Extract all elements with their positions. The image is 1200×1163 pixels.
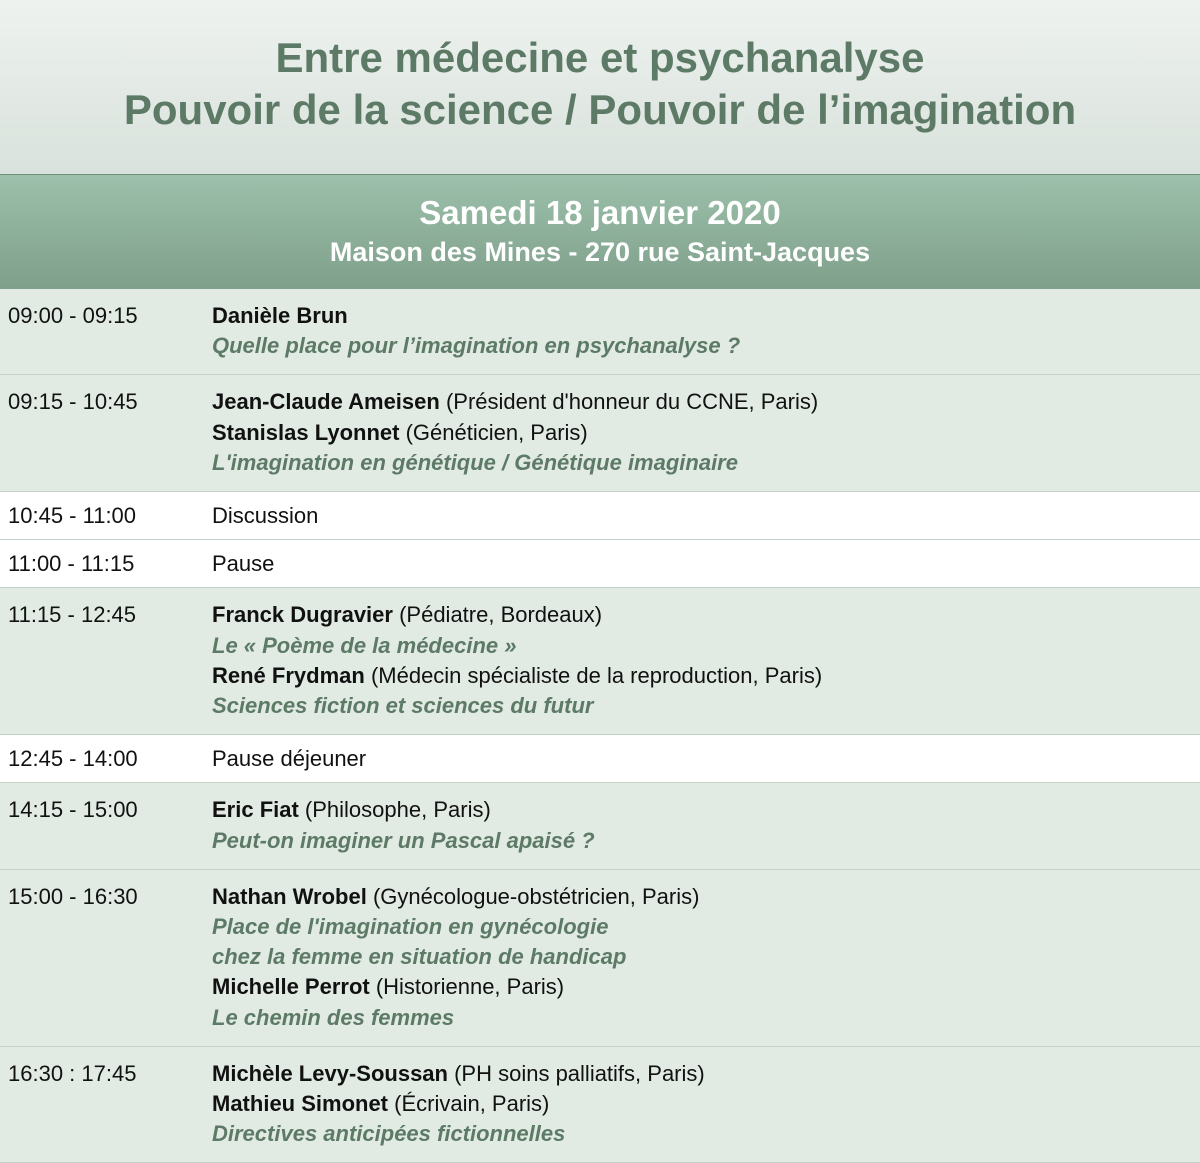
speaker-affiliation: (Médecin spécialiste de la reproduction, Paris): [364, 662, 823, 688]
time-slot: 09:15 - 10:45: [8, 389, 138, 415]
schedule-row: [0, 588, 1200, 735]
program-title-line-1: Entre médecine et psychanalyse: [275, 34, 925, 81]
schedule-row: [0, 540, 1200, 588]
program-title-block: [0, 0, 1200, 174]
time-slot: 16:30 : 17:45: [8, 1060, 137, 1086]
speaker-line: [212, 1089, 1200, 1119]
talk-title: Le chemin des femmes: [212, 1004, 455, 1030]
session-content: [212, 501, 1200, 531]
speaker-name: Michèle Levy-Soussan: [212, 1060, 448, 1086]
schedule-row: [0, 1047, 1200, 1163]
speaker-line: [212, 418, 1200, 448]
program-title-line-2: Pouvoir de la science / Pouvoir de l’imagination: [123, 86, 1077, 133]
speaker-name: Stanislas Lyonnet: [212, 419, 400, 445]
session-content: [212, 301, 1200, 361]
session-content: [212, 1059, 1200, 1150]
speaker-affiliation: (Écrivain, Paris): [388, 1091, 550, 1117]
speaker-line: [212, 600, 1200, 630]
speaker-affiliation: (Généticien, Paris): [399, 419, 588, 445]
speaker-name: Jean-Claude Ameisen: [212, 389, 440, 415]
session-label: Pause: [212, 551, 275, 577]
speaker-name: Franck Dugravier: [212, 602, 393, 628]
time-slot: 14:15 - 15:00: [8, 797, 138, 823]
session-content: [212, 882, 1200, 1033]
speaker-affiliation: (PH soins palliatifs, Paris): [447, 1060, 705, 1086]
speaker-line: [212, 301, 1200, 331]
speaker-line: [212, 882, 1200, 912]
speaker-name: René Frydman: [212, 662, 365, 688]
speaker-line: [212, 661, 1200, 691]
talk-title: Le « Poème de la médecine »: [212, 632, 517, 658]
speaker-line: [212, 795, 1200, 825]
talk-title: Place de l'imagination en gynécologie: [212, 914, 609, 940]
talk-title: L'imagination en génétique / Génétique imaginaire: [212, 449, 738, 475]
event-date: Samedi 18 janvier 2020: [419, 194, 781, 231]
speaker-affiliation: (Gynécologue-obstétricien, Paris): [366, 883, 700, 909]
speaker-affiliation: (Président d'honneur du CCNE, Paris): [439, 389, 819, 415]
time-slot: 10:45 - 11:00: [8, 503, 137, 529]
speaker-name: Mathieu Simonet: [212, 1091, 389, 1117]
speaker-name: Nathan Wrobel: [212, 883, 367, 909]
time-slot: 12:45 - 14:00: [8, 746, 138, 772]
schedule-row: [0, 289, 1200, 375]
speaker-line: [212, 1059, 1200, 1089]
date-banner: [0, 174, 1200, 289]
time-slot: 15:00 - 16:30: [8, 883, 138, 909]
speaker-affiliation: (Pédiatre, Bordeaux): [392, 602, 603, 628]
talk-title: Quelle place pour l’imagination en psychanalyse ?: [212, 333, 741, 359]
schedule-row: [0, 870, 1200, 1047]
speaker-affiliation: (Philosophe, Paris): [298, 797, 491, 823]
speaker-name: Danièle Brun: [212, 303, 348, 328]
speaker-line: [212, 387, 1200, 417]
time-slot: 11:00 - 11:15: [8, 551, 135, 577]
session-content: [212, 549, 1200, 579]
talk-title: Sciences fiction et sciences du futur: [212, 693, 594, 719]
session-content: [212, 795, 1200, 855]
speaker-line: [212, 972, 1200, 1002]
session-content: [212, 387, 1200, 478]
time-slot: 11:15 - 12:45: [8, 602, 137, 628]
session-content: [212, 744, 1200, 774]
schedule-row: [0, 375, 1200, 492]
time-slot: 09:00 - 09:15: [8, 303, 138, 328]
session-content: [212, 600, 1200, 721]
speaker-name: Eric Fiat: [212, 797, 299, 823]
schedule-table: [0, 289, 1200, 1163]
talk-title: Peut-on imaginer un Pascal apaisé ?: [212, 827, 595, 853]
speaker-name: Michelle Perrot: [212, 974, 370, 1000]
speaker-affiliation: (Historienne, Paris): [369, 974, 565, 1000]
talk-title: chez la femme en situation de handicap: [212, 944, 627, 970]
talk-title: Directives anticipées fictionnelles: [212, 1121, 566, 1147]
session-label: Pause déjeuner: [212, 746, 367, 772]
schedule-row: [0, 783, 1200, 869]
schedule-row: [0, 492, 1200, 540]
schedule-row: [0, 735, 1200, 783]
session-label: Discussion: [212, 503, 319, 529]
event-location: Maison des Mines - 270 rue Saint-Jacques: [329, 237, 871, 267]
